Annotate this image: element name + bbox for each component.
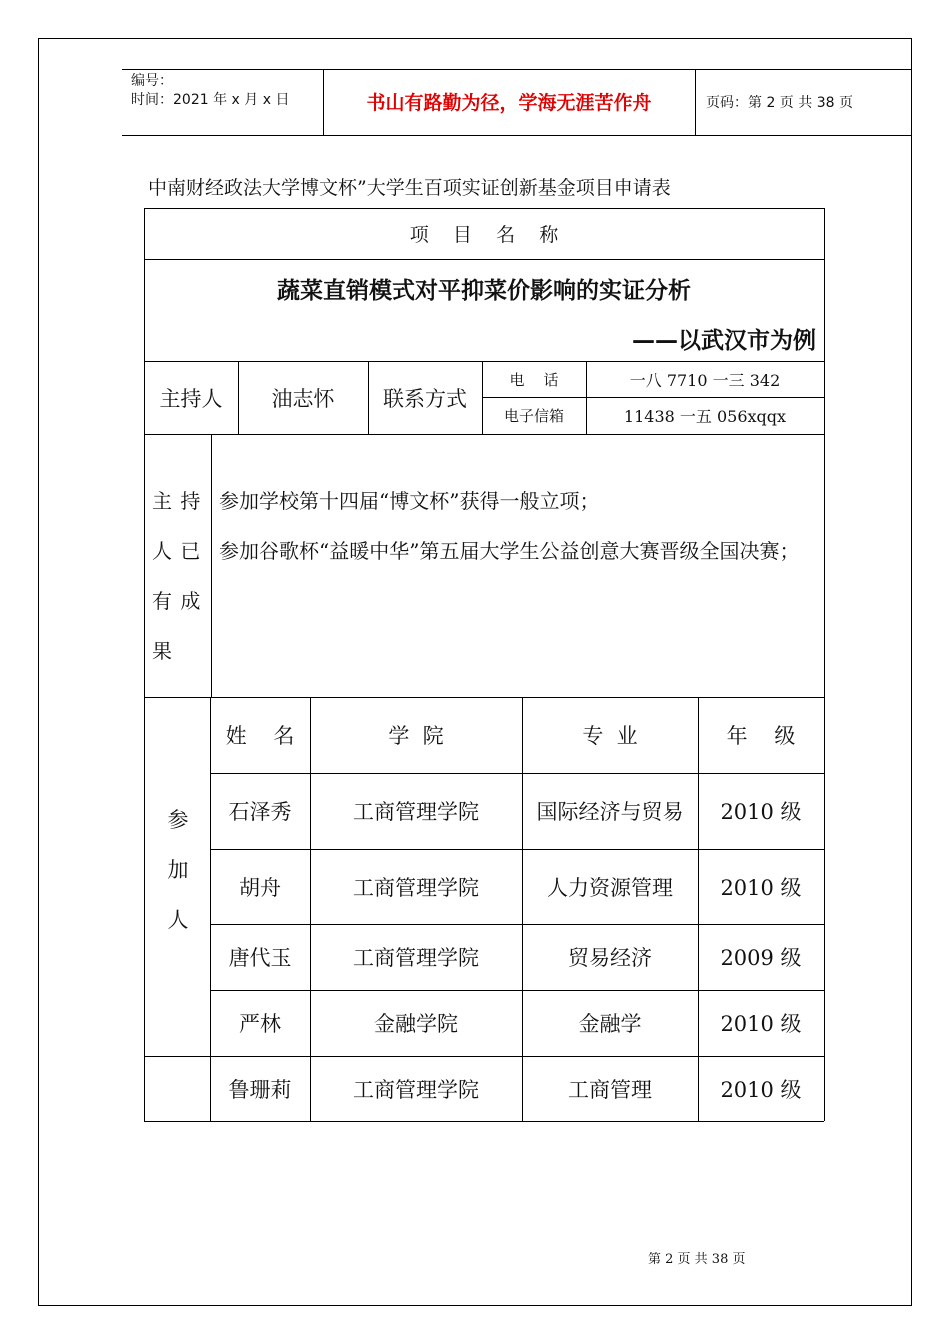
project-title: 蔬菜直销模式对平抑菜价影响的实证分析 <box>277 277 691 304</box>
table-rule <box>824 208 825 1121</box>
header-divider-right <box>695 70 696 135</box>
motto: 书山有路勤为径，学海无涯苦作舟 <box>366 92 652 114</box>
header-meta <box>131 72 289 110</box>
header-top-rule <box>122 69 912 70</box>
member-name-cell: 鲁珊莉 <box>228 1077 292 1102</box>
phone-value: 一八 7710 一三 342 <box>629 370 781 390</box>
header-bottom-rule <box>122 135 912 136</box>
member-grade-cell: 2009 级 <box>720 946 802 970</box>
members-header-grade: 年 级 <box>726 724 796 748</box>
table-rule <box>144 208 145 1121</box>
members-header-name: 姓 名 <box>225 724 295 748</box>
member-major-cell: 国际经济与贸易 <box>536 800 684 824</box>
member-grade-cell: 2010 级 <box>720 800 802 824</box>
phone-label: 电 话 <box>509 370 559 389</box>
table-rule <box>144 434 824 435</box>
member-name-cell: 唐代玉 <box>228 946 292 970</box>
member-name-cell: 胡舟 <box>239 875 281 900</box>
member-grade-cell: 2010 级 <box>720 1012 802 1036</box>
member-college-cell: 工商管理学院 <box>353 875 479 900</box>
email-label: 电子信箱 <box>503 407 564 425</box>
page-footer: 第 2 页 共 38 页 <box>648 1252 746 1267</box>
table-rule <box>144 259 824 260</box>
page-info: 页码：第 2 页 共 38 页 <box>706 95 853 111</box>
member-college-cell: 金融学院 <box>374 1012 458 1036</box>
table-rule <box>211 434 212 697</box>
member-grade-cell: 2010 级 <box>720 1077 802 1102</box>
members-header-major: 专 业 <box>582 724 638 748</box>
members-label: 参 加 人 <box>167 808 189 932</box>
time-label: 时间：2021 年 x 月 x 日 <box>131 92 290 108</box>
project-subtitle: ——以武汉市为例 <box>632 327 816 354</box>
project-name-label: 项 目 名 称 <box>409 224 559 246</box>
member-college-cell: 工商管理学院 <box>353 800 479 824</box>
members-header-college: 学 院 <box>388 724 444 748</box>
contact-label: 联系方式 <box>383 386 467 411</box>
member-college-cell: 工商管理学院 <box>353 1077 479 1102</box>
number-label: 编号： <box>131 73 173 89</box>
host-name: 油志怀 <box>271 386 335 411</box>
host-label: 主持人 <box>159 386 223 411</box>
member-name-cell: 严林 <box>239 1012 281 1036</box>
achievements-label: 主 持 人 已 有 成 果 <box>152 489 202 663</box>
member-grade-cell: 2010 级 <box>720 875 802 900</box>
member-major-cell: 人力资源管理 <box>547 875 673 900</box>
table-rule <box>144 1121 824 1122</box>
member-major-cell: 金融学 <box>578 1012 642 1036</box>
member-major-cell: 贸易经济 <box>568 946 652 970</box>
achievements-text: 参加学校第十四届“博文杯”获得一般立项； 参加谷歌杯“益暖中华”第五届大学生公益创意大赛晋级全国决赛； <box>219 489 800 563</box>
member-college-cell: 工商管理学院 <box>353 946 479 970</box>
email-value: 11438 一五 056xqqx <box>623 407 787 426</box>
member-major-cell: 工商管理 <box>568 1077 652 1102</box>
member-name-cell: 石泽秀 <box>228 800 292 824</box>
form-title: 中南财经政法大学博文杯”大学生百项实证创新基金项目申请表 <box>148 177 671 199</box>
